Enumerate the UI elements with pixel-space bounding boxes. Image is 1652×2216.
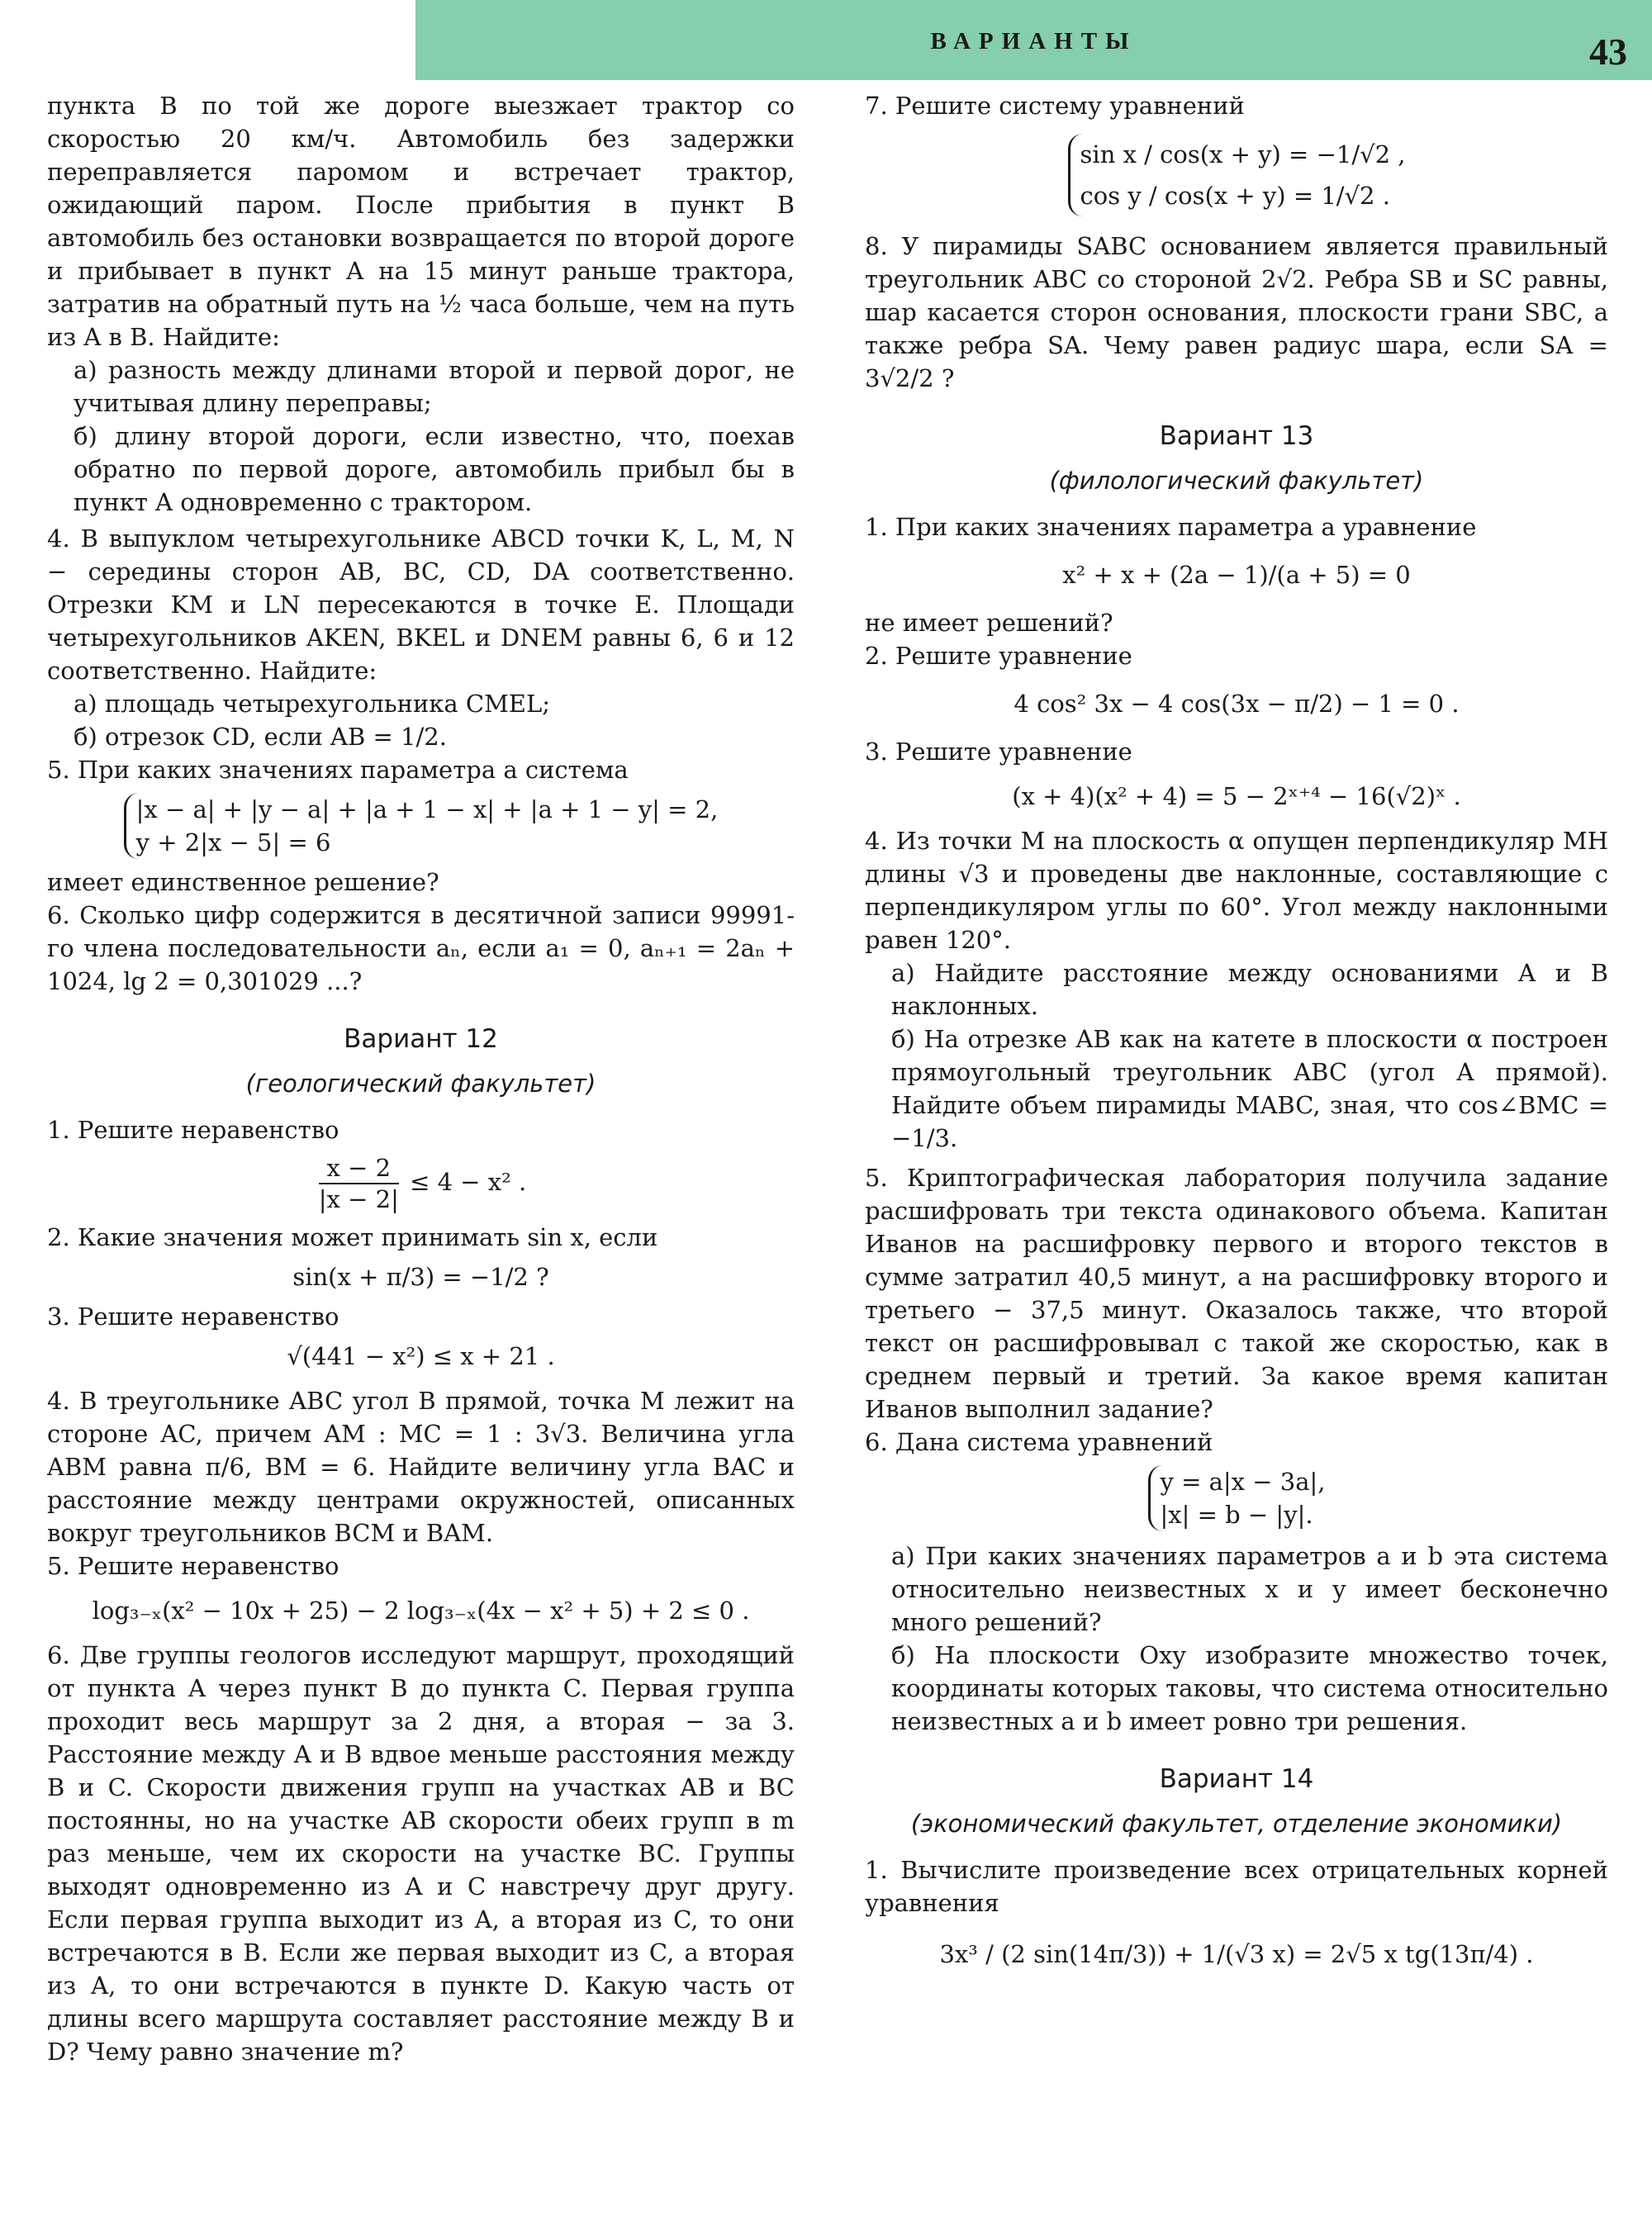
v13-problem-1: 1. При каких значениях параметра a уравнение bbox=[865, 513, 1477, 541]
problem-4-part-a: а) площадь четырехугольника CMEL; bbox=[74, 690, 550, 718]
left-column bbox=[47, 89, 795, 2068]
problem-8: 8. У пирамиды SABC основанием является правильный треугольник ABC со стороной 2√2. Ребра SB и SC равны, шар касается сторон основания, плоскости грани SBC, а также ребра SA. Чему равен радиус шара, если SA = 3√2/2 ? bbox=[865, 232, 1608, 392]
v12-problem-3-formula: √(441 − x²) ≤ x + 21 . bbox=[287, 1342, 555, 1370]
right-column bbox=[865, 89, 1608, 1989]
problem-4: 4. В выпуклом четырехугольнике ABCD точки K, L, M, N − середины сторон AB, BC, CD, DA соответственно. Отрезки KM и LN пересекаются в точке E. Площади четырехугольников AKEN, BKEL и DNEM равны 6, 6 и 12 соответственно. Найдите: bbox=[47, 524, 795, 685]
problem-4-part-b: б) отрезок CD, если AB = 1/2. bbox=[74, 723, 447, 751]
variant-13-faculty: (филологический факультет) bbox=[1049, 467, 1424, 495]
problem-5-system bbox=[47, 793, 795, 859]
inequality-rhs: ≤ 4 − x² . bbox=[410, 1168, 527, 1196]
v12-problem-4: 4. В треугольнике ABC угол B прямой, точка M лежит на стороне AC, причем AM : MC = 1 : 3√3. Величина угла ABM равна π/6, BM = 6. Найдите величину угла BAC и расстояние между центрами окружностей, описанных вокруг треугольников BCM и BAM. bbox=[47, 1387, 795, 1547]
v13-problem-3: 3. Решите уравнение bbox=[865, 738, 1132, 766]
system-eq-2: y + 2|x − 5| = 6 bbox=[135, 828, 331, 857]
fraction-denominator: |x − 2| bbox=[318, 1185, 399, 1213]
v13-problem-6-part-a: а) При каких значениях параметров a и b эта система относительно неизвестных x и y имеет бесконечно много решений? bbox=[891, 1542, 1608, 1636]
fraction-numerator: x − 2 bbox=[319, 1153, 399, 1184]
v13-problem-5: 5. Криптографическая лаборатория получила задание расшифровать три текста одинакового объема. Капитан Иванов на расшифровку первого и второго текстов в сумме затратил 40,5 минут, а на расшифровку второго и третьего − 37,5 минут. Оказалось также, что второй текст он расшифровывал с такой же скоростью, как в среднем первый и третий. За какое время капитан Иванов выполнил задание? bbox=[865, 1164, 1608, 1423]
v12-problem-2: 2. Какие значения может принимать sin x, если bbox=[47, 1223, 658, 1251]
system-eq-1: y = a|x − 3a|, bbox=[1160, 1468, 1326, 1496]
v13-problem-1-end: не имеет решений? bbox=[865, 609, 1113, 637]
v12-problem-2-formula: sin(x + π/3) = −1/2 ? bbox=[292, 1263, 549, 1291]
v13-problem-1-formula: x² + x + (2a − 1)/(a + 5) = 0 bbox=[1062, 561, 1411, 589]
problem-5: 5. При каких значениях параметра a система bbox=[47, 756, 629, 784]
variant-13-title: Вариант 13 bbox=[1159, 421, 1314, 451]
v13-problem-4: 4. Из точки M на плоскость α опущен перпендикуляр MH длины √3 и проведены две наклонные, составляющие с перпендикуляром углы по 60°. Угол между наклонными равен 120°. bbox=[865, 827, 1608, 954]
v13-problem-4-part-b: б) На отрезке AB как на катете в плоскости α построен прямоугольный треугольник ABC (угол A прямой). Найдите объем пирамиды MABC, зная, что cos∠BMC = −1/3. bbox=[891, 1025, 1608, 1152]
running-title: ВАРИАНТЫ bbox=[930, 28, 1137, 55]
v13-problem-6-part-b: б) На плоскости Oxy изобразите множество точек, координаты которых таковы, что система относительно неизвестных a и b имеет ровно три решения. bbox=[891, 1641, 1608, 1735]
system-eq-1: |x − a| + |y − a| + |a + 1 − x| + |a + 1 − y| = 2, bbox=[135, 795, 719, 823]
v13-problem-2: 2. Решите уравнение bbox=[865, 642, 1132, 670]
problem-3-part-a: а) разность между длинами второй и первой дорог, не учитывая длину переправы; bbox=[74, 356, 795, 417]
v12-problem-3: 3. Решите неравенство bbox=[47, 1303, 339, 1331]
v13-problem-6-system bbox=[865, 1465, 1608, 1531]
v12-problem-1: 1. Решите неравенство bbox=[47, 1116, 339, 1144]
problem-5-end: имеет единственное решение? bbox=[47, 868, 439, 896]
v13-problem-2-formula: 4 cos² 3x − 4 cos(3x − π/2) − 1 = 0 . bbox=[1014, 690, 1460, 718]
variant-12-title: Вариант 12 bbox=[344, 1024, 498, 1054]
v13-problem-4-part-a: а) Найдите расстояние между основаниями A и B наклонных. bbox=[891, 959, 1608, 1020]
v14-problem-1-formula: 3x³ / (2 sin(14π/3)) + 1/(√3 x) = 2√5 x tg(13π/4) . bbox=[939, 1940, 1534, 1968]
problem-3-continuation: пункта B по той же дороге выезжает трактор со скоростью 20 км/ч. Автомобиль без задержки переправляется паромом и встречает трактор, ожидающий паром. После прибытия в пункт B автомобиль без остановки возвращается по второй дороге и прибывает в пункт A на 15 минут раньше трактора, затратив на обратный путь на ½ часа больше, чем на путь из A в B. Найдите: bbox=[47, 92, 795, 351]
variant-12-faculty: (геологический факультет) bbox=[245, 1070, 596, 1098]
v12-problem-6: 6. Две группы геологов исследуют маршрут, проходящий от пункта A через пункт B до пункта C. Первая группа проходит весь маршрут за 2 дня, а вторая − за 3. Расстояние между A и B вдвое меньше расстояния между B и C. Скорости движения групп на участках AB и BC постоянны, но на участке AB скорости обеих групп в m раз меньше, чем их скорости на участке BC. Группы выходят одновременно из A и C навстречу друг другу. Если первая группа выходит из A, а вторая из C, то они встречаются в B. Если же первая выходит из C, а вторая из A, то они встречаются в пункте D. Какую часть от длины всего маршрута составляет расстояние между B и D? Чему равно значение m? bbox=[47, 1641, 795, 2066]
variant-14-faculty: (экономический факультет, отделение экономики) bbox=[910, 1810, 1563, 1838]
system-eq-2: cos y / cos(x + y) = 1/√2 . bbox=[1080, 182, 1390, 210]
system-eq-2: |x| = b − |y|. bbox=[1160, 1501, 1313, 1529]
header-band bbox=[415, 0, 1652, 80]
v13-problem-3-formula: (x + 4)(x² + 4) = 5 − 2ˣ⁺⁴ − 16(√2)ˣ . bbox=[1012, 782, 1461, 810]
page-number: 43 bbox=[1589, 31, 1627, 73]
problem-3-part-b: б) длину второй дороги, если известно, что, поехав обратно по первой дороге, автомобиль прибыл бы в пункт A одновременно с трактором. bbox=[74, 422, 795, 516]
v14-problem-1: 1. Вычислите произведение всех отрицательных корней уравнения bbox=[865, 1856, 1608, 1917]
problem-6: 6. Сколько цифр содержится в десятичной записи 99991-го члена последовательности aₙ, если a₁ = 0, aₙ₊₁ = 2aₙ + 1024, lg 2 = 0,301029 ...? bbox=[47, 901, 795, 995]
v12-problem-5: 5. Решите неравенство bbox=[47, 1552, 339, 1580]
v12-problem-1-formula bbox=[47, 1153, 795, 1214]
v13-problem-6: 6. Дана система уравнений bbox=[865, 1428, 1213, 1456]
v12-problem-5-formula: log₃₋ₓ(x² − 10x + 25) − 2 log₃₋ₓ(4x − x² + 5) + 2 ≤ 0 . bbox=[92, 1597, 750, 1625]
variant-14-title: Вариант 14 bbox=[1159, 1764, 1314, 1794]
problem-7: 7. Решите систему уравнений bbox=[865, 92, 1245, 120]
system-eq-1: sin x / cos(x + y) = −1/√2 , bbox=[1080, 140, 1406, 168]
problem-7-system bbox=[865, 134, 1608, 216]
